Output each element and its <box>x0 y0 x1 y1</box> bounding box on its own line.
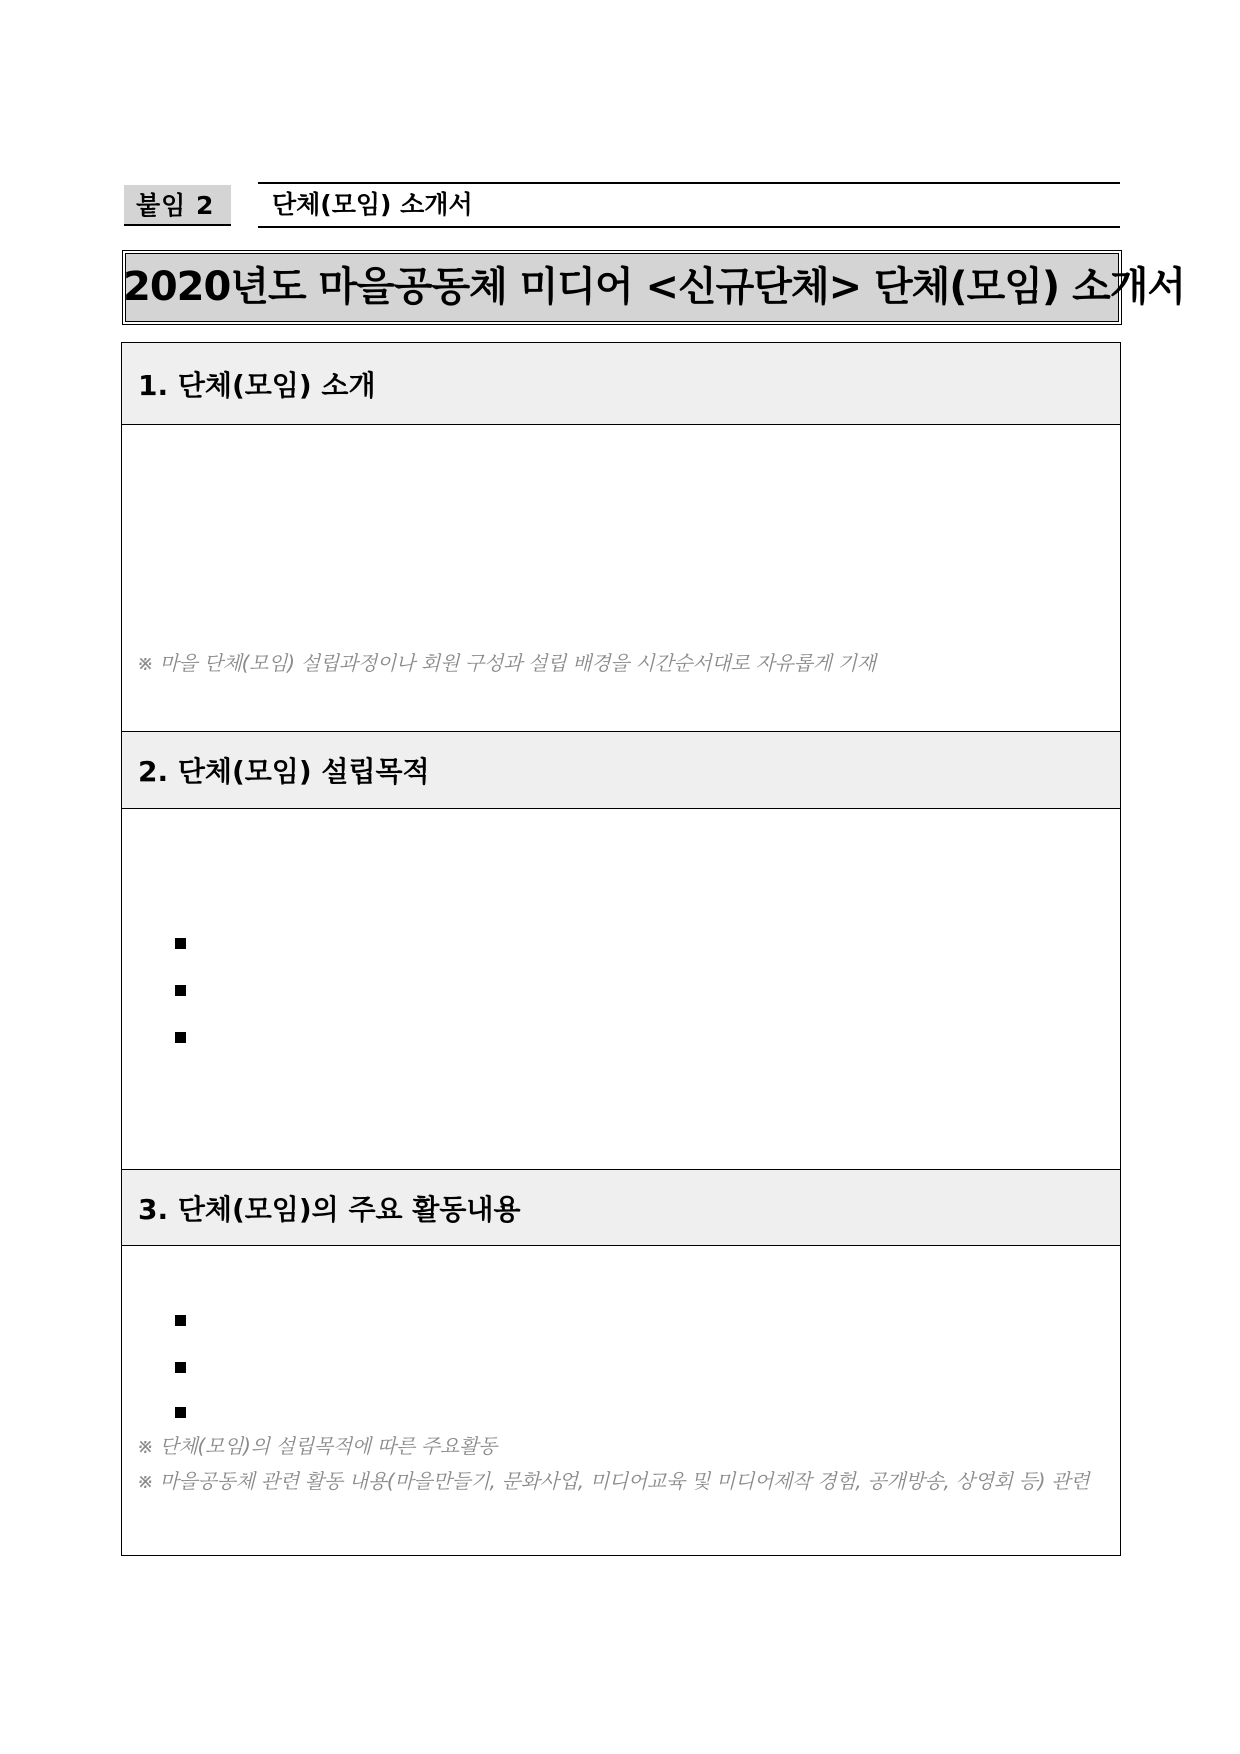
section-1-guide-note: ※ 마을 단체(모임) 설립과정이나 회원 구성과 설립 배경을 시간순서대로 자유롭게 기재 <box>137 651 876 675</box>
bullet-square-icon <box>175 1407 186 1418</box>
bullet-square-icon <box>175 938 186 949</box>
section-3-guide-note-2: ※ 마을공동체 관련 활동 내용(마을만들기, 문화사업, 미디어교육 및 미디어제작 경험, 공개방송, 상영회 등) 관련 <box>137 1469 1090 1493</box>
section-2-heading: 2. 단체(모임) 설립목적 <box>122 732 1120 809</box>
document-title: 2020년도 마을공동체 미디어 <신규단체> 단체(모임) 소개서 <box>122 250 1122 325</box>
intro-form-table <box>121 342 1121 1556</box>
section-3-body[interactable] <box>122 1246 1120 1555</box>
bullet-square-icon <box>175 985 186 996</box>
bullet-square-icon <box>175 1315 186 1326</box>
bullet-square-icon <box>175 1032 186 1043</box>
section-1-body[interactable] <box>122 425 1120 732</box>
section-2-body[interactable] <box>122 809 1120 1170</box>
bullet-square-icon <box>175 1362 186 1373</box>
section-1-heading: 1. 단체(모임) 소개 <box>122 343 1120 425</box>
attachment-badge: 붙임 2 <box>124 185 231 226</box>
section-3-heading: 3. 단체(모임)의 주요 활동내용 <box>122 1170 1120 1246</box>
attachment-title: 단체(모임) 소개서 <box>258 182 1120 228</box>
section-3-guide-note-1: ※ 단체(모임)의 설립목적에 따른 주요활동 <box>137 1434 498 1458</box>
